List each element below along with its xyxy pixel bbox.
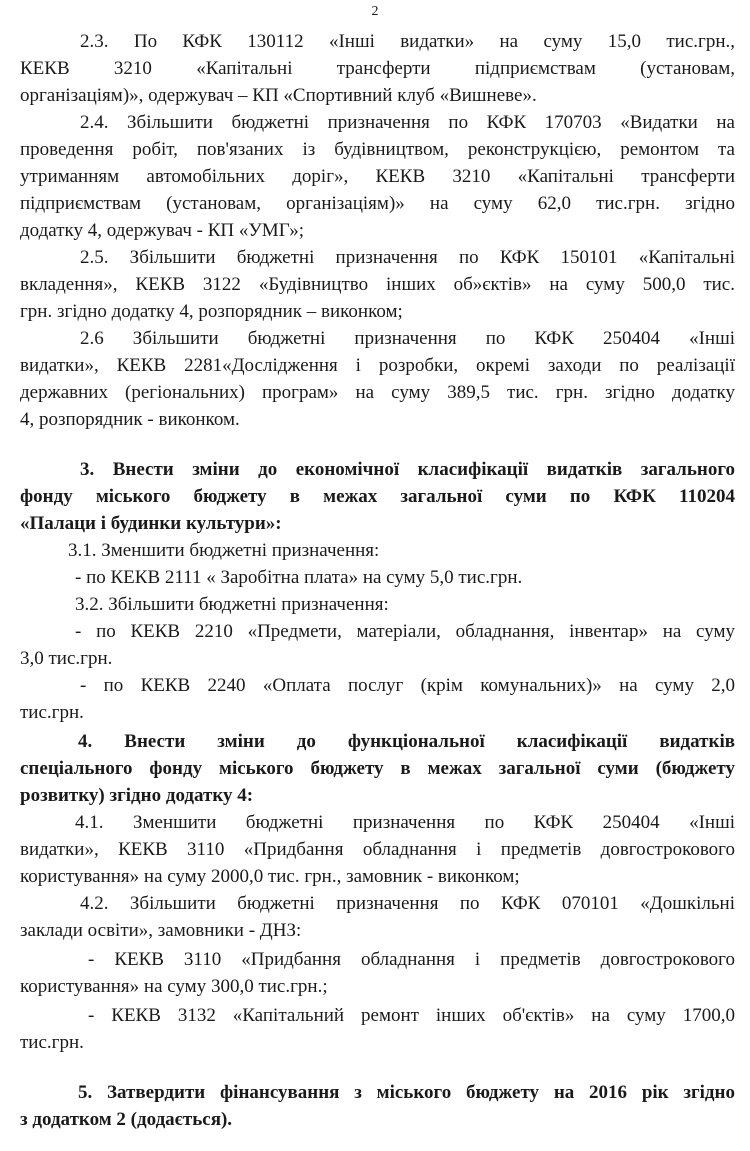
text-line: 5. Затвердити фінансування з міського бюджету на 2016 рік згідно: [78, 1082, 735, 1103]
text-line: 2.3. По КФК 130112 «Інші видатки» на суму 15,0 тис.грн.,: [80, 31, 735, 52]
text-line: користування» на суму 300,0 тис.грн.;: [20, 976, 328, 997]
text-line: 3. Внести зміни до економічної класифікації видатків загального: [80, 459, 735, 480]
text-line: підприємствам (установам, організаціям)» на суму 62,0 тис.грн. згідно: [20, 193, 735, 214]
text-line: 2.5. Збільшити бюджетні призначення по КФК 150101 «Капітальні: [80, 247, 735, 268]
text-line: заклади освіти», замовники - ДНЗ:: [20, 920, 302, 941]
text-line: державних (регіональних) програм» на суму 389,5 тис. грн. згідно додатку: [20, 382, 735, 403]
text-line: 4.1. Зменшити бюджетні призначення по КФК 250404 «Інші: [75, 812, 735, 833]
text-line: з додатком 2 (додається).: [20, 1109, 233, 1130]
text-line: - КЕКВ 3110 «Придбання обладнання і предметів довгострокового: [88, 949, 735, 970]
text-line: 4.2. Збільшити бюджетні призначення по КФК 070101 «Дошкільні: [80, 893, 735, 914]
text-line: «Палаци і будинки культури»:: [20, 513, 282, 534]
text-line: 2.4. Збільшити бюджетні призначення по КФК 170703 «Видатки на: [80, 112, 735, 133]
text-line: 4. Внести зміни до функціональної класифікації видатків: [78, 731, 735, 752]
text-line: - по КЕКВ 2210 «Предмети, матеріали, обладнання, інвентар» на суму: [75, 621, 735, 642]
text-line: - по КЕКВ 2111 « Заробітна плата» на суму 5,0 тис.грн.: [75, 567, 523, 588]
text-line: тис.грн.: [20, 702, 84, 723]
text-line: 3.1. Зменшити бюджетні призначення:: [68, 540, 380, 561]
text-line: КЕКВ 3210 «Капітальні трансферти підприємствам (установам,: [20, 58, 735, 79]
text-line: видатки», КЕКВ 2281«Дослідження і розробки, окремі заходи по реалізації: [20, 355, 735, 376]
text-line: - КЕКВ 3132 «Капітальний ремонт інших об'єктів» на суму 1700,0: [88, 1005, 735, 1026]
text-line: видатки», КЕКВ 3110 «Придбання обладнання і предметів довгострокового: [20, 839, 735, 860]
text-line: утриманням автомобільних доріг», КЕКВ 3210 «Капітальні трансферти: [20, 166, 735, 187]
text-line: фонду міського бюджету в межах загальної суми по КФК 110204: [20, 486, 735, 507]
text-line: проведення робіт, пов'язаних із будівництвом, реконструкцією, ремонтом та: [20, 139, 735, 160]
text-line: додатку 4, одержувач - КП «УМГ»;: [20, 220, 304, 241]
text-line: 3,0 тис.грн.: [20, 648, 113, 669]
text-line: розвитку) згідно додатку 4:: [20, 785, 254, 806]
text-line: тис.грн.: [20, 1032, 84, 1053]
text-line: користування» на суму 2000,0 тис. грн., замовник - виконком;: [20, 866, 520, 887]
page-number: 2: [371, 4, 379, 19]
text-line: організаціям)», одержувач – КП «Спортивний клуб «Вишневе».: [20, 85, 537, 106]
text-line: 2.6 Збільшити бюджетні призначення по КФК 250404 «Інші: [80, 328, 735, 349]
text-line: спеціального фонду міського бюджету в межах загальної суми (бюджету: [20, 758, 735, 779]
text-line: 4, розпорядник - виконком.: [20, 409, 240, 430]
text-line: вкладення», КЕКВ 3122 «Будівництво інших об»єктів» на суму 500,0 тис.: [20, 274, 735, 295]
text-line: грн. згідно додатку 4, розпорядник – виконком;: [20, 301, 403, 322]
text-line: 3.2. Збільшити бюджетні призначення:: [75, 594, 389, 615]
text-line: - по КЕКВ 2240 «Оплата послуг (крім комунальних)» на суму 2,0: [80, 675, 735, 696]
